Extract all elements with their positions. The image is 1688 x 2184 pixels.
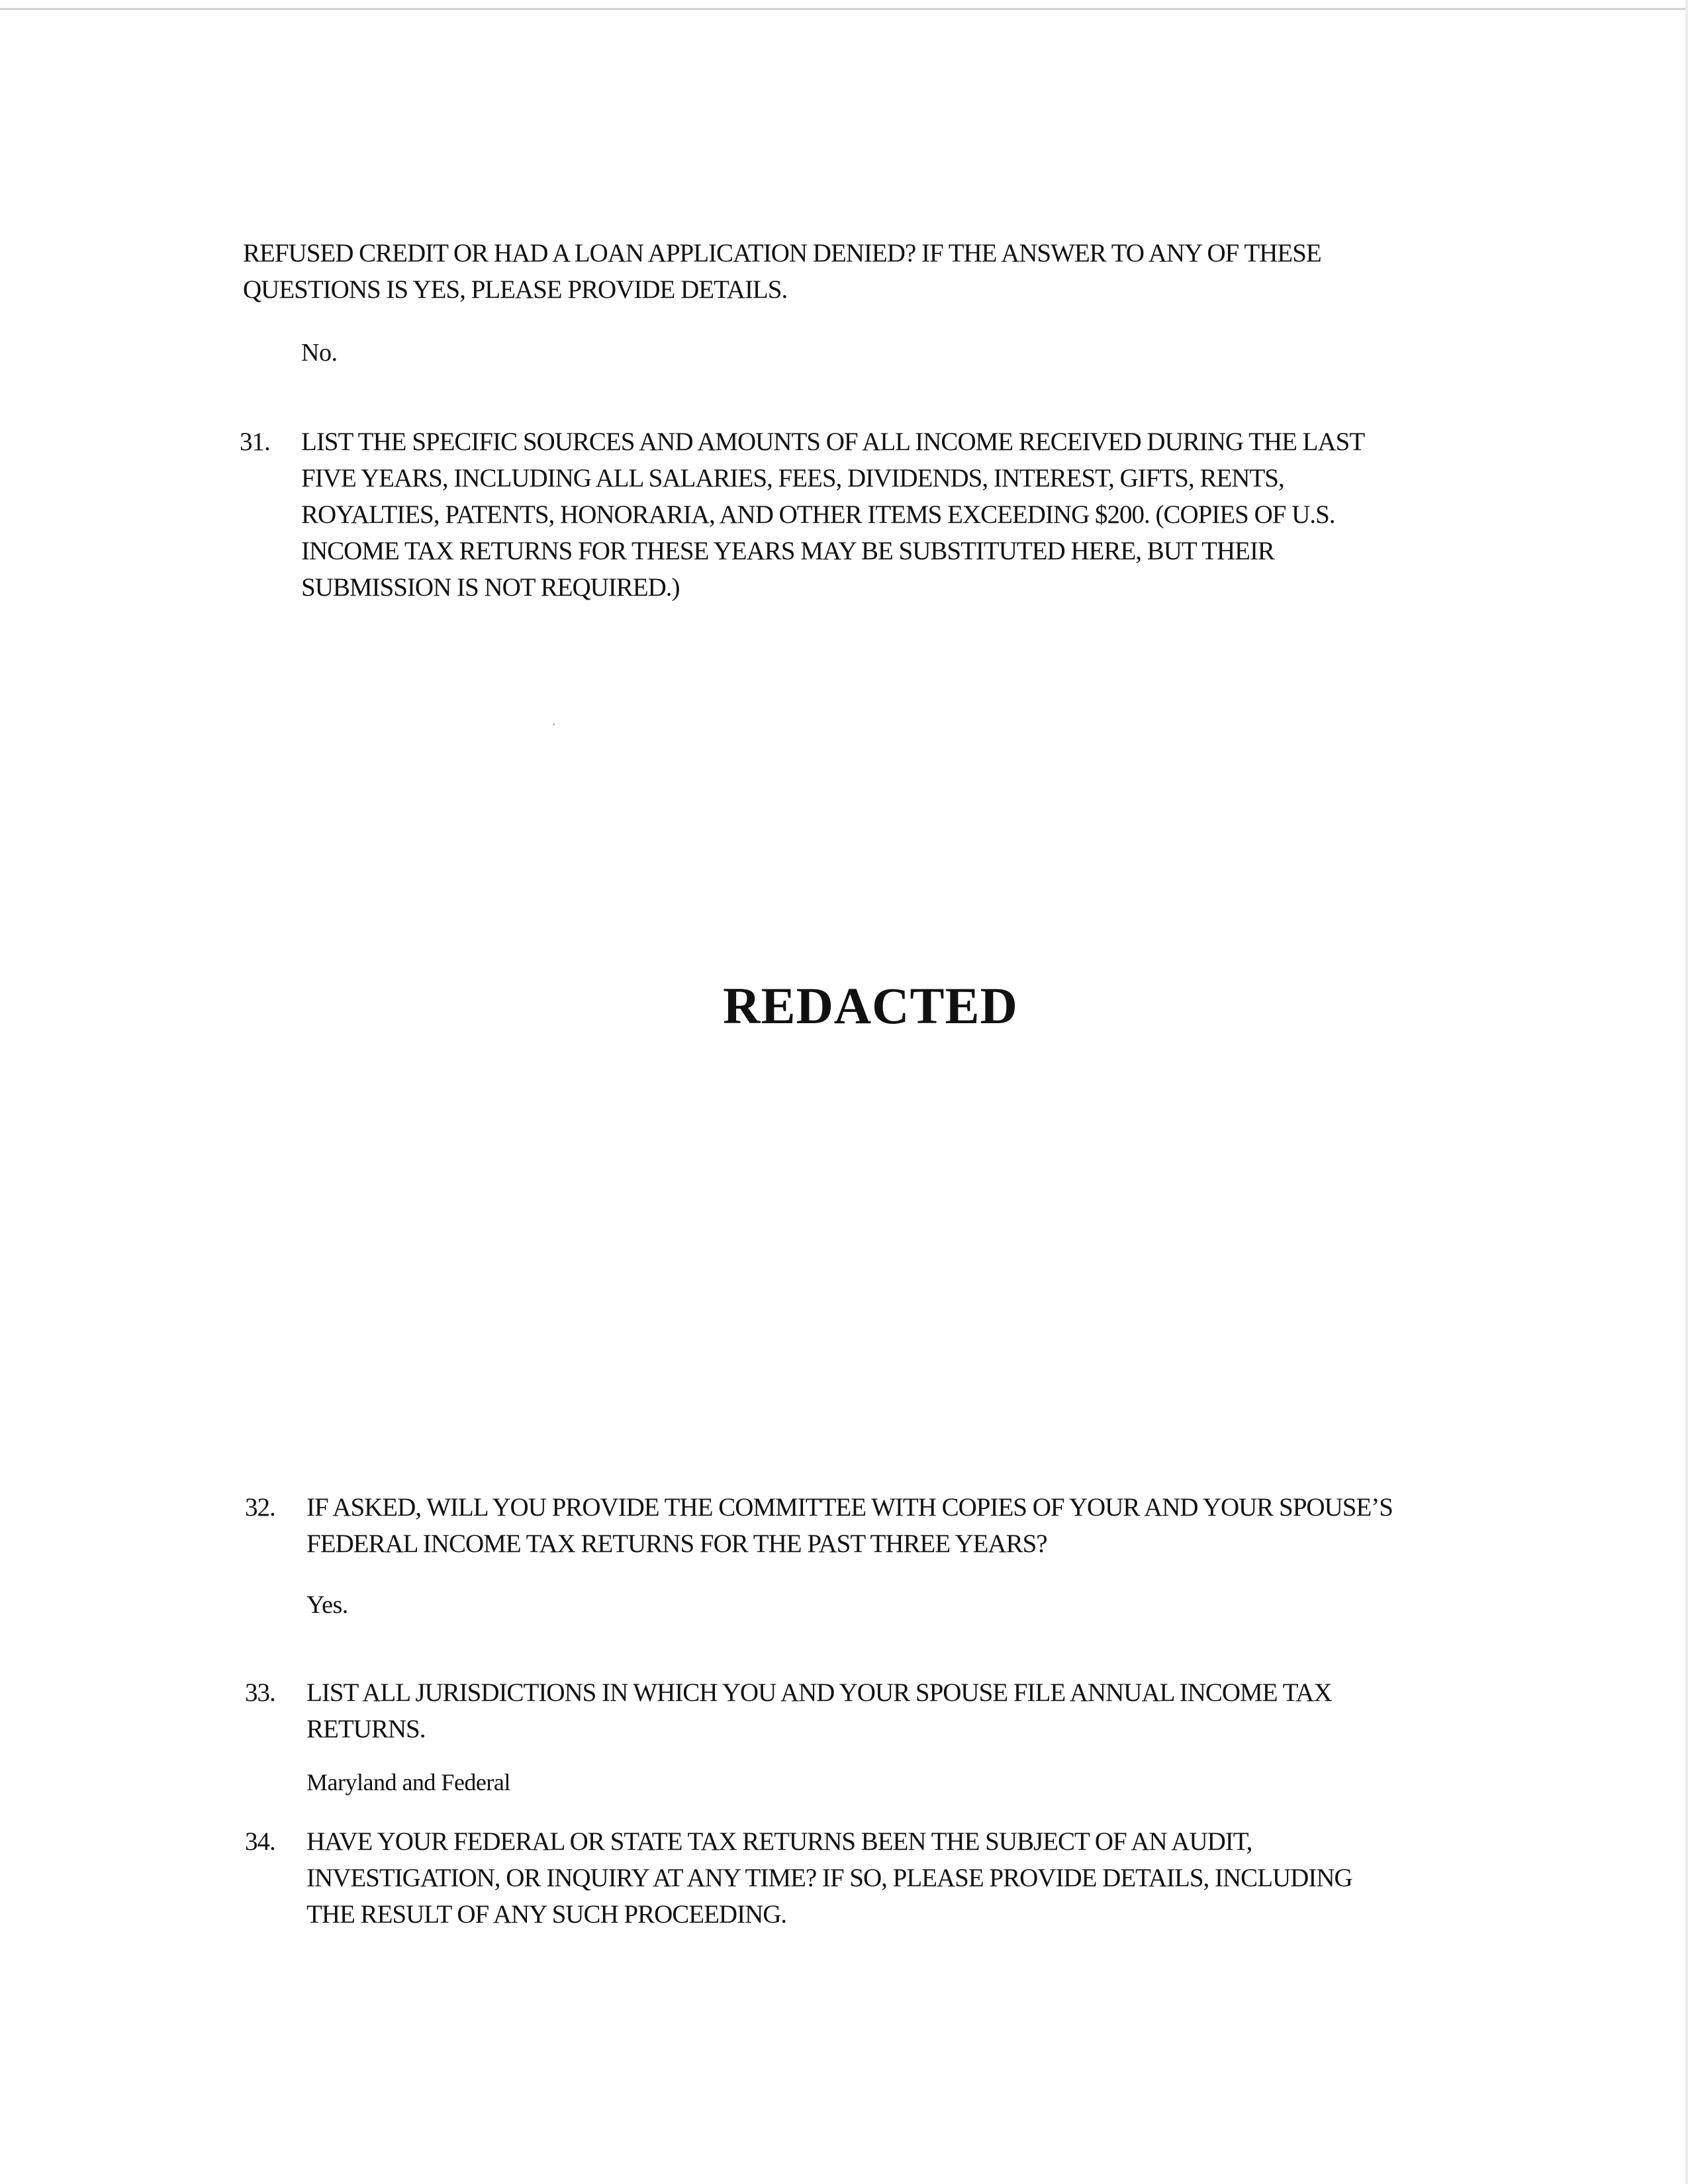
- question-32-line: IF ASKED, WILL YOU PROVIDE THE COMMITTEE WITH COPIES OF YOUR AND YOUR SPOUSE’S: [306, 1493, 1393, 1522]
- question-31-line: FIVE YEARS, INCLUDING ALL SALARIES, FEES, DIVIDENDS, INTEREST, GIFTS, RENTS,: [301, 464, 1284, 492]
- question-31-line: LIST THE SPECIFIC SOURCES AND AMOUNTS OF ALL INCOME RECEIVED DURING THE LAST: [301, 428, 1365, 456]
- question-31-line: INCOME TAX RETURNS FOR THESE YEARS MAY BE SUBSTITUTED HERE, BUT THEIR: [301, 537, 1274, 565]
- question-34-line: THE RESULT OF ANY SUCH PROCEEDING.: [306, 1900, 787, 1929]
- question-30-continuation: [243, 235, 1321, 308]
- question-31-line: ROYALTIES, PATENTS, HONORARIA, AND OTHER ITEMS EXCEEDING $200. (COPIES OF U.S.: [301, 500, 1335, 529]
- question-33-line: LIST ALL JURISDICTIONS IN WHICH YOU AND YOUR SPOUSE FILE ANNUAL INCOME TAX: [306, 1678, 1332, 1707]
- question-32: [245, 1489, 1393, 1562]
- redacted-label: REDACTED: [723, 977, 1018, 1034]
- question-31-line: SUBMISSION IS NOT REQUIRED.): [301, 573, 680, 602]
- question-number: 34.: [245, 1827, 275, 1856]
- answer-33: Maryland and Federal: [306, 1769, 510, 1796]
- question-34-line: HAVE YOUR FEDERAL OR STATE TAX RETURNS BEEN THE SUBJECT OF AN AUDIT,: [306, 1827, 1252, 1856]
- question-number: 31.: [240, 428, 270, 456]
- question-number: 33.: [245, 1678, 275, 1707]
- question-33-line: RETURNS.: [306, 1715, 426, 1743]
- question-31: [240, 424, 1365, 606]
- question-34: [245, 1823, 1352, 1933]
- answer-32: Yes.: [306, 1591, 348, 1619]
- scan-speck: [553, 723, 555, 725]
- question-30-line: QUESTIONS IS YES, PLEASE PROVIDE DETAILS.: [243, 275, 788, 304]
- question-34-line: INVESTIGATION, OR INQUIRY AT ANY TIME? IF SO, PLEASE PROVIDE DETAILS, INCLUDING: [306, 1864, 1352, 1892]
- question-33: [245, 1674, 1332, 1747]
- question-number: 32.: [245, 1493, 275, 1522]
- answer-30: No.: [301, 339, 338, 367]
- question-32-line: FEDERAL INCOME TAX RETURNS FOR THE PAST THREE YEARS?: [306, 1529, 1047, 1558]
- question-30-line: REFUSED CREDIT OR HAD A LOAN APPLICATION DENIED? IF THE ANSWER TO ANY OF THESE: [243, 239, 1321, 267]
